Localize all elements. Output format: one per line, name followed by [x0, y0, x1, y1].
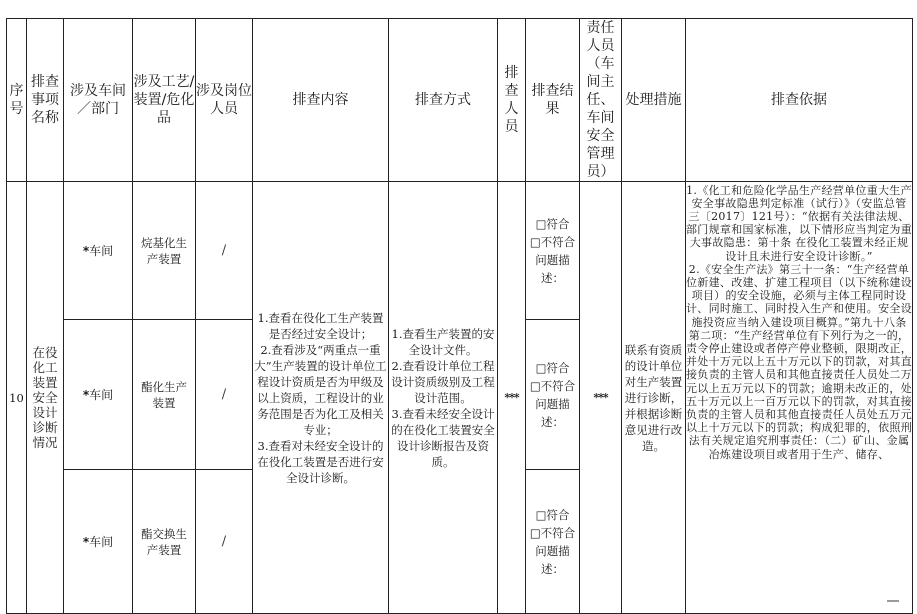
header-result: 排查结果: [526, 19, 580, 182]
row-result: □符合 □不符合 问题描述：: [526, 320, 580, 470]
header-responsible: 责任人员（车间主任、车间安全管理员）: [580, 19, 622, 182]
row-basis: [686, 182, 913, 614]
header-workshop: 涉及车间／部门: [64, 19, 133, 182]
inspection-table: [6, 18, 913, 614]
header-content: 排查内容: [253, 19, 389, 182]
row-seq: 10: [7, 182, 27, 614]
header-basis: 排查依据: [686, 19, 913, 182]
workshop-label: 车间: [89, 244, 114, 258]
header-measure: 处理措施: [622, 19, 686, 182]
header-row: [7, 19, 913, 182]
row-method: 1.查看生产装置的安全设计文件。 2.查看设计单位工程设计资质级别及工程设计范围。 3.查看未经安全设计的在役化工装置安全设计诊断报告及资质。: [389, 182, 498, 614]
header-process: 涉及工艺/装置/危化品: [133, 19, 196, 182]
workshop-label: 车间: [89, 535, 114, 549]
row-process: 酯交换生产装置: [133, 470, 196, 614]
row-post: /: [196, 470, 253, 614]
row-post: /: [196, 320, 253, 470]
row-measure: 联系有资质的设计单位对生产装置进行诊断，并根据诊断意见进行改造。: [622, 182, 686, 614]
row-workshop: [64, 470, 133, 614]
header-seq: 序号: [7, 19, 27, 182]
row-responsible: ***: [580, 182, 622, 614]
workshop-mask: *: [82, 535, 90, 549]
header-post: 涉及岗位人员: [196, 19, 253, 182]
table-row: [7, 182, 913, 320]
header-method: 排查方式: [389, 19, 498, 182]
row-content: 1.查看在役化工生产装置是否经过安全设计； 2.查看涉及“两重点一重大”生产装置的设计单位工程设计资质是否为甲级及以上资质，工程设计的业务范围是否为化工及相关专业； 3.查看对未经安全设计的在役化工装置是否进行安全设计诊断。: [253, 182, 389, 614]
header-item-name: 排查事项名称: [27, 19, 64, 182]
row-result: □符合 □不符合 问题描述：: [526, 470, 580, 614]
workshop-mask: *: [82, 388, 90, 402]
row-result: □符合 □不符合 问题描述：: [526, 182, 580, 320]
row-item-name: 在役化工装置安全设计诊断情况: [27, 182, 64, 614]
row-post: /: [196, 182, 253, 320]
row-workshop: [64, 182, 133, 320]
basis-text: 1.《化工和危险化学品生产经营单位重大生产安全事故隐患判定标准（试行）》（安监总管三〔2017〕121号）：“依据有关法律法规、部门规章和国家标准，以下情形应当判定为重大事故隐患：第十条 在役化工装置未经正规设计且未进行安全设计诊断。” 2.《安全生产法》第三十一条：“生产经营单位新建、改建、扩建工程项目（以下统称建设项目）的安全设施，必须与主体工程同时设计、同时施工、同时投入生产和使用。安全设施投资应当纳入建设项目概算。”第九十八条第二项：“生产经营单位有下列行为之一的，责令停止建设或者停产停业整顿，限期改正，并处十万元以上五十万元以下的罚款，对其直接负责的主管人员和其他直接责任人员处二万元以上五万元以下的罚款；逾期未改正的，处五十万元以上一百万元以下的罚款，对其直接负责的主管人员和其他直接责任人员处五万元以上十万元以下的罚款；构成犯罪的，依照刑法有关规定追究刑事责任：（二）矿山、金属冶炼建设项目或者用于生产、储存、: [686, 183, 912, 461]
workshop-label: 车间: [89, 388, 114, 402]
workshop-mask: *: [82, 244, 90, 258]
page-corner-mark: [887, 600, 899, 605]
row-person: ***: [498, 182, 526, 614]
row-workshop: [64, 320, 133, 470]
header-person: 排查人员: [498, 19, 526, 182]
row-process: 酯化生产装置: [133, 320, 196, 470]
row-process: 烷基化生产装置: [133, 182, 196, 320]
